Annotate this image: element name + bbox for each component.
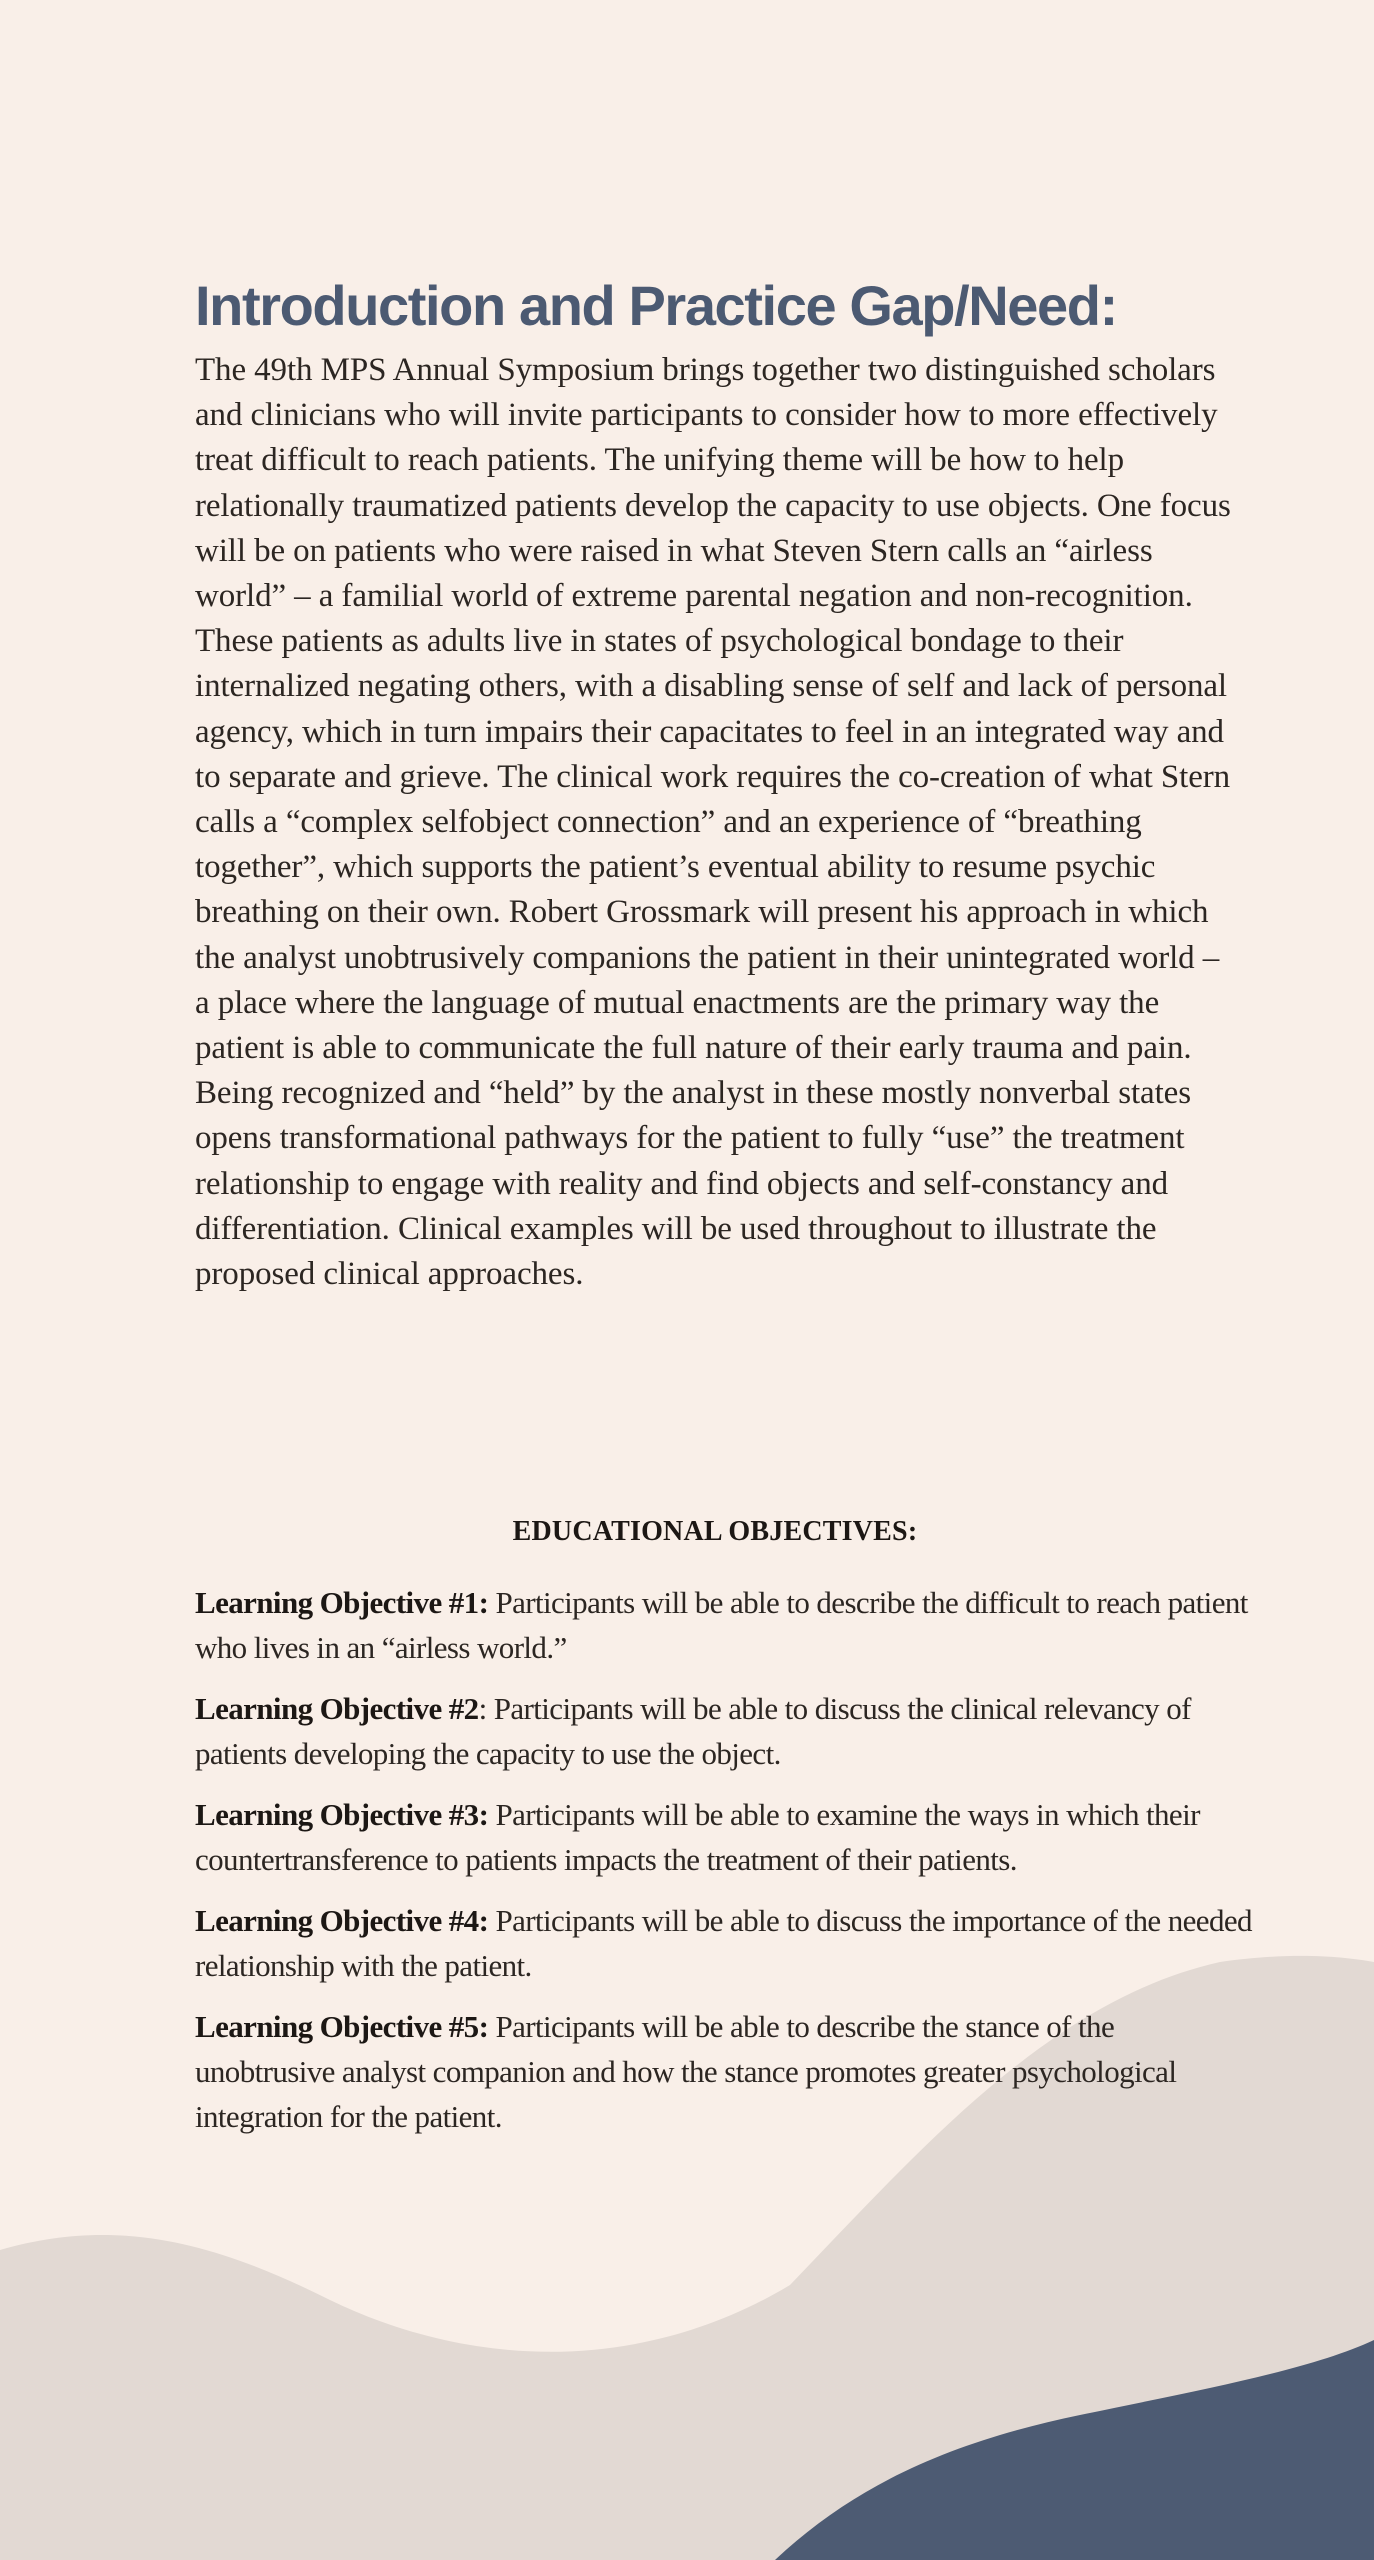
- objective-text: Participants will be able to describe the difficult to reach patient who lives in an “airless world.”: [195, 1585, 1248, 1665]
- objective-text: Participants will be able to examine the ways in which their countertransference to patients impacts the treatment of their patients.: [195, 1797, 1200, 1877]
- learning-objective-5: [195, 2004, 1255, 2139]
- objective-label: Learning Objective #5:: [195, 2009, 489, 2044]
- objective-label: Learning Objective #2: [195, 1691, 479, 1726]
- educational-objectives-section: [195, 1508, 1255, 2155]
- section-heading: Introduction and Practice Gap/Need:: [195, 274, 1117, 337]
- objective-label: Learning Objective #4:: [195, 1903, 489, 1938]
- learning-objective-2: [195, 1686, 1255, 1776]
- learning-objective-4: [195, 1898, 1255, 1988]
- objective-text: : Participants will be able to discuss the clinical relevancy of patients developing the capacity to use the object.: [195, 1691, 1191, 1771]
- objectives-title: EDUCATIONAL OBJECTIVES:: [512, 1516, 918, 1547]
- intro-section: [195, 270, 1240, 1297]
- objective-label: Learning Objective #3:: [195, 1797, 489, 1832]
- learning-objective-3: [195, 1792, 1255, 1882]
- intro-paragraph: The 49th MPS Annual Symposium brings together two distinguished scholars and clinicians who will invite participants to consider how to more effectively treat difficult to reach patients. The unifying theme will be how to help relationally traumatized patients develop the capacity to use objects. One focus will be on patients who were raised in what Steven Stern calls an “airless world” – a familial world of extreme parental negation and non-recognition. These patients as adults live in states of psychological bondage to their internalized negating others, with a disabling sense of self and lack of personal agency, which in turn impairs their capacitates to feel in an integrated way and to separate and grieve. The clinical work requires the co-creation of what Stern calls a “complex selfobject connection” and an experience of “breathing together”, which supports the patient’s eventual ability to resume psychic breathing on their own. Robert Grossmark will present his approach in which the analyst unobtrusively companions the patient in their unintegrated world – a place where the language of mutual enactments are the primary way the patient is able to communicate the full nature of their early trauma and pain. Being recognized and “held” by the analyst in these mostly nonverbal states opens transformational pathways for the patient to fully “use” the treatment relationship to engage with reality and find objects and self-constancy and differentiation. Clinical examples will be used throughout to illustrate the proposed clinical approaches.: [195, 352, 1231, 1293]
- learning-objective-1: [195, 1580, 1255, 1670]
- objective-text: Participants will be able to discuss the importance of the needed relationship with the patient.: [195, 1903, 1252, 1983]
- objective-text: Participants will be able to describe the stance of the unobtrusive analyst companion and how the stance promotes greater psychological integration for the patient.: [195, 2009, 1177, 2134]
- objective-label: Learning Objective #1:: [195, 1585, 489, 1620]
- objectives-list: [195, 1580, 1255, 2139]
